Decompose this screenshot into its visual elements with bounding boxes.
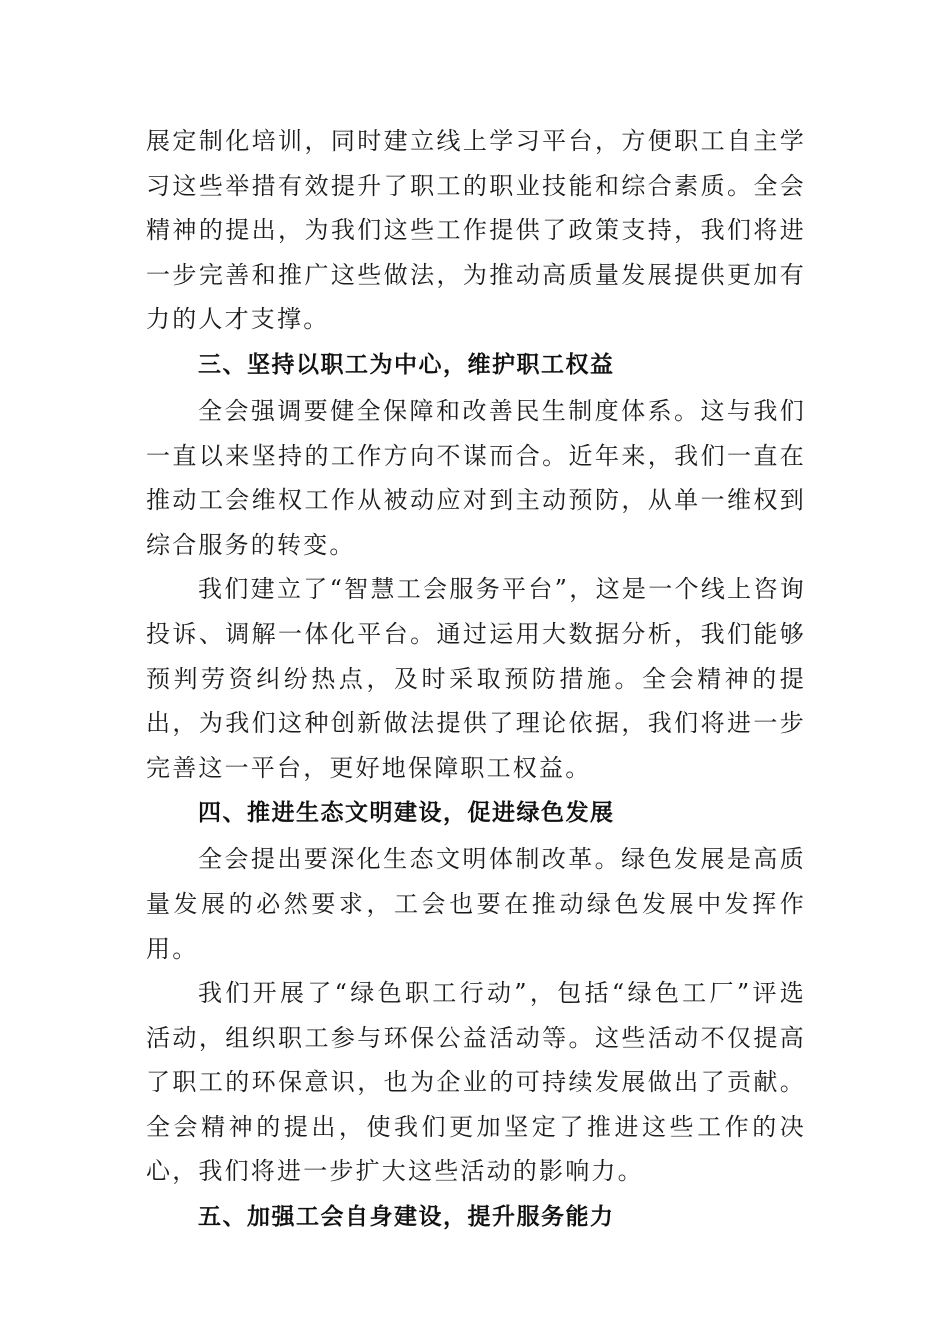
section-heading-3: 三、坚持以职工为中心，维护职工权益 [198,351,615,378]
paragraph-training-support: 展定制化培训，同时建立线上学习平台，方便职工自主学习这些举措有效提升了职工的职业技能和综合素质。全会精神的提出，为我们这些工作提供了政策支持，我们将进一步完善和推广这些做法，为推动高质量发展提供更加有力的人才支撑。 [146,127,806,334]
document-page [146,119,806,1241]
paragraph-livelihood-protection: 全会强调要健全保障和改善民生制度体系。这与我们一直以来坚持的工作方向不谋而合。近年来，我们一直在推动工会维权工作从被动应对到主动预防，从单一维权到综合服务的转变。 [146,396,806,559]
paragraph-smart-union-platform: 我们建立了“智慧工会服务平台”，这是一个线上咨询投诉、调解一体化平台。通过运用大数据分析，我们能够预判劳资纠纷热点，及时采取预防措施。全会精神的提出，为我们这种创新做法提供了理论依据，我们将进一步完善这一平台，更好地保障职工权益。 [146,575,806,782]
section-heading-4: 四、推进生态文明建设，促进绿色发展 [198,800,615,827]
section-heading-5: 五、加强工会自身建设，提升服务能力 [198,1204,615,1231]
paragraph-ecological-reform: 全会提出要深化生态文明体制改革。绿色发展是高质量发展的必然要求，工会也要在推动绿色发展中发挥作用。 [146,845,806,963]
paragraph-green-worker-action: 我们开展了“绿色职工行动”，包括“绿色工厂”评选活动，组织职工参与环保公益活动等。这些活动不仅提高了职工的环保意识，也为企业的可持续发展做出了贡献。全会精神的提出，使我们更加坚定了推进这些工作的决心，我们将进一步扩大这些活动的影响力。 [146,979,806,1186]
